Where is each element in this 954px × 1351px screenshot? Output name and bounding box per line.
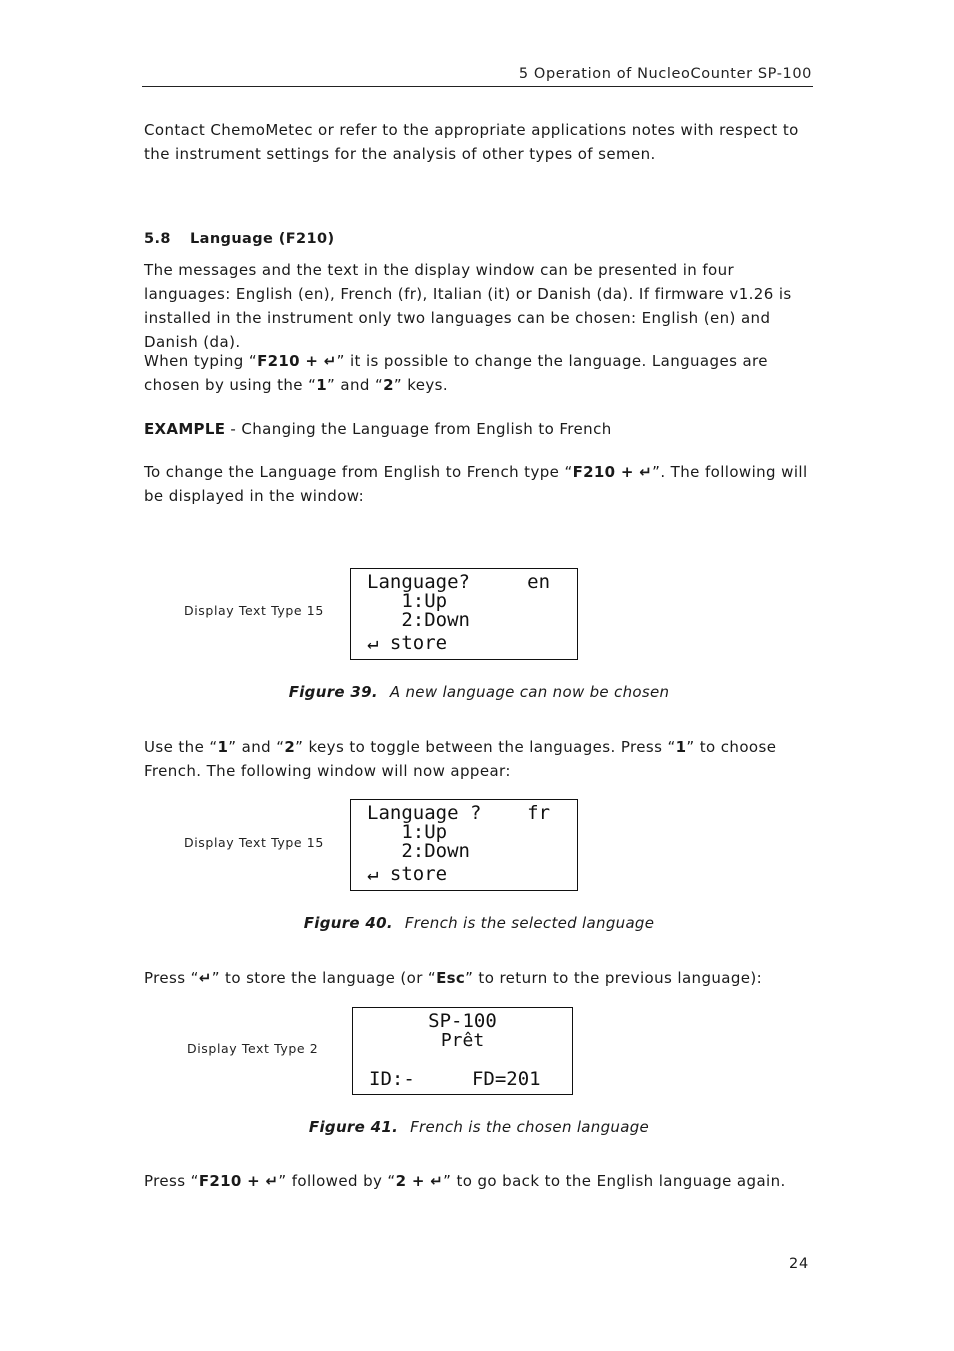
figure40-caption <box>144 914 814 932</box>
figure40-display-label: Display Text Type 15 <box>184 835 324 850</box>
section-number: 5.8 <box>144 231 171 247</box>
figure39-caption <box>144 683 814 701</box>
text-run: Press “ <box>144 969 199 987</box>
text-run: ” to return to the previous language): <box>465 969 763 987</box>
key-sequence: F210 + ↵ <box>198 1172 279 1190</box>
back-paragraph <box>144 1169 814 1193</box>
text-run: Use the “ <box>144 738 218 756</box>
text-run: To change the Language from English to French type “ <box>144 463 573 481</box>
lcd-line: 2:Down <box>367 609 470 631</box>
text-run: ” to choose French. The following window will now appear: <box>144 738 777 780</box>
lcd-line: Language? en <box>367 571 551 593</box>
text-run: ” and “ <box>327 376 384 394</box>
lcd-line: 1:Up <box>367 821 448 843</box>
caption-text: A new language can now be chosen <box>389 683 670 701</box>
key-sequence: 2 <box>284 738 296 756</box>
store-paragraph <box>144 966 814 990</box>
figure41-lcd-display <box>352 1007 573 1095</box>
key-sequence: 1 <box>217 738 229 756</box>
lcd-line: ↵ store <box>367 863 448 885</box>
running-header: 5 Operation of NucleoCounter SP-100 <box>518 66 812 82</box>
page-number: 24 <box>788 1256 809 1272</box>
example-text: - Changing the Language from English to French <box>225 420 612 438</box>
toggle-paragraph <box>144 735 814 783</box>
section-title: Language (F210) <box>190 231 335 247</box>
figure41-caption <box>144 1118 814 1136</box>
text-run: ” it is possible to change the language. Languages are chosen by using the “ <box>144 352 768 394</box>
text-run: ” keys. <box>393 376 449 394</box>
example-label: EXAMPLE <box>144 420 226 438</box>
typing-paragraph <box>144 349 814 397</box>
text-run: ” followed by “ <box>278 1172 396 1190</box>
lcd-line: Prêt <box>440 1030 485 1051</box>
lcd-line: 2:Down <box>367 840 470 862</box>
lcd-line: Language ? fr <box>367 802 551 824</box>
languages-paragraph: The messages and the text in the display window can be presented in four languages: English (en), French (fr), Italian (it) or Danish (da). If firmware v1.26 is installed in the instrument only two languages can be chosen: English (en) and Danish (da). <box>144 261 792 351</box>
intro-paragraph: Contact ChemoMetec or refer to the appropriate applications notes with respect to the instrument settings for the analysis of other types of semen. <box>144 121 799 163</box>
text-run: When typing “ <box>144 352 258 370</box>
key-sequence: F210 + ↵ <box>572 463 653 481</box>
key-sequence: 1 <box>316 376 328 394</box>
key-sequence: 2 <box>383 376 394 394</box>
key-sequence: F210 + ↵ <box>257 352 337 370</box>
figure39-display-label: Display Text Type 15 <box>184 603 324 618</box>
caption-number: Figure 41. <box>308 1118 399 1136</box>
change-paragraph <box>144 460 814 508</box>
text-run: ”. The following will be displayed in the window: <box>144 463 808 505</box>
text-run: Press “ <box>144 1172 199 1190</box>
figure39-lcd-display <box>350 568 578 660</box>
figure40-lcd-display <box>350 799 578 891</box>
lcd-line: SP-100 <box>428 1010 497 1032</box>
key-sequence: Esc <box>436 969 466 987</box>
key-sequence: ↵ <box>198 969 212 987</box>
text-run: ” and “ <box>228 738 285 756</box>
text-run: ” to store the language (or “ <box>211 969 437 987</box>
section-heading <box>144 231 335 247</box>
header-rule <box>142 86 813 87</box>
key-sequence: 2 + ↵ <box>395 1172 444 1190</box>
example-line <box>144 417 814 441</box>
caption-text: French is the selected language <box>404 914 655 932</box>
lcd-line: 1:Up <box>367 590 448 612</box>
text-run: ” keys to toggle between the languages. Press “ <box>295 738 676 756</box>
caption-number: Figure 40. <box>303 914 393 932</box>
caption-text: French is the chosen language <box>410 1118 650 1136</box>
lcd-line: ID:- FD=201 <box>369 1068 541 1090</box>
key-sequence: 1 <box>675 738 687 756</box>
caption-number: Figure 39. <box>288 683 378 701</box>
figure41-display-label: Display Text Type 2 <box>187 1041 319 1056</box>
text-run: ” to go back to the English language again. <box>443 1172 786 1190</box>
lcd-line: ↵ store <box>367 632 448 654</box>
